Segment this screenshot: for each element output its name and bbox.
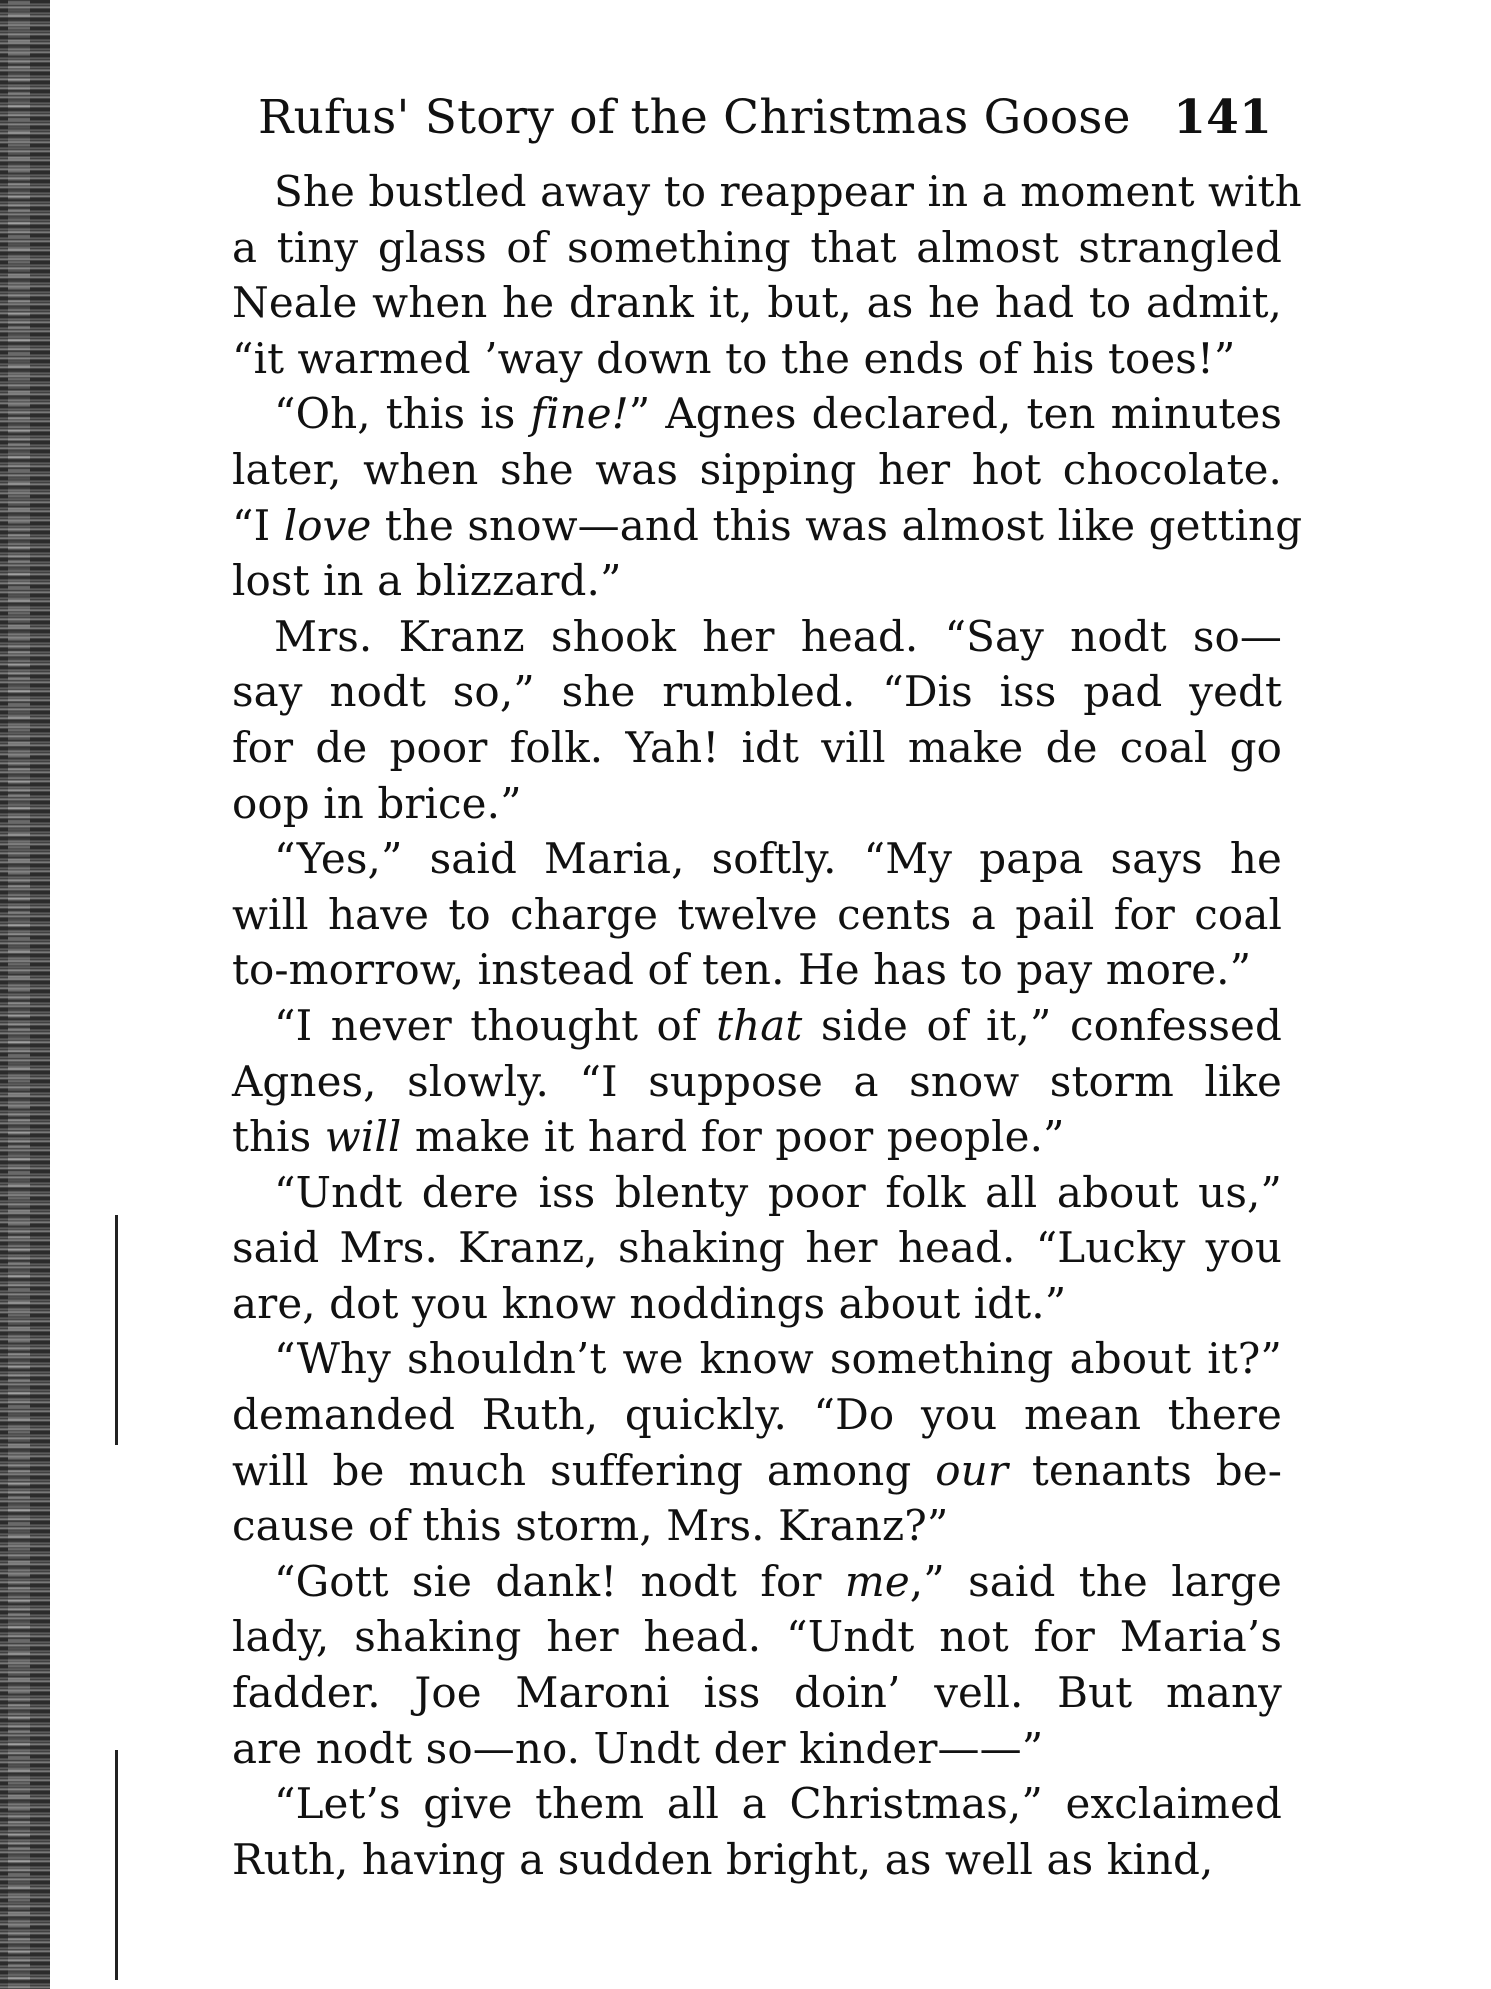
- paragraph: [232, 1331, 1282, 1553]
- text-run: lady, shaking her head. “Undt not for Maria’s: [232, 1612, 1282, 1662]
- text-line: [232, 1498, 1282, 1554]
- text-run: a tiny glass of something that almost strangled: [232, 222, 1282, 272]
- text-line: [232, 1220, 1282, 1276]
- text-line: [232, 220, 1282, 276]
- scan-binding-edge: [0, 0, 50, 1989]
- text-run: said Mrs. Kranz, shaking her head. “Lucky you: [232, 1223, 1282, 1273]
- text-run: She bustled away to reappear in a moment with: [274, 167, 1302, 216]
- paragraph: [232, 998, 1282, 1165]
- text-run: Agnes, slowly. “I suppose a snow storm like: [232, 1056, 1282, 1106]
- text-line: [232, 1554, 1282, 1610]
- paragraph: [232, 1776, 1282, 1887]
- text-run: ,” said the large: [909, 1556, 1282, 1606]
- italic-text: love: [283, 500, 372, 550]
- page-number: 141: [1173, 90, 1272, 145]
- text-line: [232, 887, 1282, 943]
- text-run: oop in brice.”: [232, 778, 522, 828]
- text-line: [232, 1776, 1282, 1832]
- text-line: [232, 942, 1282, 998]
- margin-mark: [115, 1750, 118, 1980]
- running-head: [232, 88, 1282, 148]
- text-line: [232, 1665, 1282, 1721]
- text-run: fadder. Joe Maroni iss doin’ vell. But many: [232, 1668, 1282, 1718]
- text-line: [232, 1721, 1282, 1777]
- text-run: ” Agnes declared, ten minutes: [628, 389, 1282, 439]
- text-run: tenants be-: [1008, 1445, 1282, 1495]
- italic-text: me: [844, 1556, 910, 1606]
- text-run: side of it,” confessed: [802, 1000, 1282, 1050]
- text-run: Mrs. Kranz shook her head. “Say nodt so—: [274, 611, 1282, 661]
- text-run: “I: [232, 500, 284, 550]
- text-run: for de poor folk. Yah! idt vill make de coal go: [232, 722, 1282, 772]
- text-line: [232, 1609, 1282, 1665]
- text-line: [232, 1165, 1282, 1221]
- italic-text: fine!: [530, 389, 629, 439]
- paragraph: [232, 609, 1282, 831]
- text-run: Ruth, having a sudden bright, as well as kind,: [232, 1834, 1214, 1884]
- text-line: [232, 776, 1282, 832]
- text-line: [232, 998, 1282, 1054]
- paragraph: [232, 1554, 1282, 1776]
- italic-text: will: [324, 1112, 402, 1162]
- text-line: [232, 331, 1282, 387]
- text-run: the snow—and this was almost like getting: [371, 500, 1303, 550]
- text-run: “Gott sie dank! nodt for: [274, 1556, 845, 1606]
- text-line: [232, 720, 1282, 776]
- book-page: [232, 88, 1303, 1887]
- text-run: “Oh, this is: [274, 389, 531, 439]
- text-run: will have to charge twelve cents a pail for coal: [232, 889, 1282, 939]
- text-run: are, dot you know noddings about idt.”: [232, 1278, 1067, 1328]
- text-run: “Let’s give them all a Christmas,” exclaimed: [274, 1779, 1282, 1829]
- text-run: cause of this storm, Mrs. Kranz?”: [232, 1501, 949, 1551]
- text-run: will be much suffering among: [232, 1445, 936, 1495]
- italic-text: that: [716, 1000, 803, 1050]
- text-line: [232, 553, 1282, 609]
- text-line: [232, 442, 1282, 498]
- text-line: [232, 386, 1282, 442]
- text-run: are nodt so—no. Undt der kinder——”: [232, 1723, 1044, 1773]
- paragraph: [232, 164, 1302, 386]
- text-run: this: [232, 1112, 325, 1162]
- text-run: lost in a blizzard.”: [232, 556, 622, 606]
- text-line: [232, 609, 1282, 665]
- text-line: [232, 1832, 1282, 1888]
- text-line: [232, 1054, 1282, 1110]
- paragraph: [232, 386, 1303, 608]
- text-run: “it warmed ’way down to the ends of his toes!”: [232, 333, 1236, 383]
- text-line: [232, 1109, 1282, 1165]
- text-run: say nodt so,” she rumbled. “Dis iss pad yedt: [232, 667, 1282, 717]
- text-line: [232, 1387, 1282, 1443]
- text-line: [232, 164, 1302, 220]
- text-run: “Why shouldn’t we know something about it?”: [274, 1334, 1282, 1384]
- text-line: [232, 664, 1282, 720]
- italic-text: our: [935, 1445, 1009, 1495]
- body-text: [232, 164, 1303, 1887]
- margin-mark: [115, 1215, 118, 1445]
- text-run: “Yes,” said Maria, softly. “My papa says he: [274, 834, 1282, 884]
- text-run: “Undt dere iss blenty poor folk all about us,”: [274, 1167, 1282, 1217]
- text-run: Neale when he drank it, but, as he had to admit,: [232, 278, 1282, 328]
- text-run: “I never thought of: [274, 1000, 717, 1050]
- paragraph: [232, 831, 1282, 998]
- text-run: to-morrow, instead of ten. He has to pay more.”: [232, 945, 1252, 995]
- running-title: Rufus' Story of the Christmas Goose: [258, 90, 1131, 145]
- text-line: [232, 498, 1303, 554]
- text-run: demanded Ruth, quickly. “Do you mean there: [232, 1390, 1282, 1440]
- text-line: [232, 1331, 1282, 1387]
- paragraph: [232, 1165, 1282, 1332]
- text-line: [232, 1276, 1282, 1332]
- text-line: [232, 831, 1282, 887]
- text-run: make it hard for poor people.”: [401, 1112, 1065, 1162]
- text-line: [232, 275, 1282, 331]
- text-run: later, when she was sipping her hot chocolate.: [232, 444, 1282, 494]
- text-line: [232, 1443, 1282, 1499]
